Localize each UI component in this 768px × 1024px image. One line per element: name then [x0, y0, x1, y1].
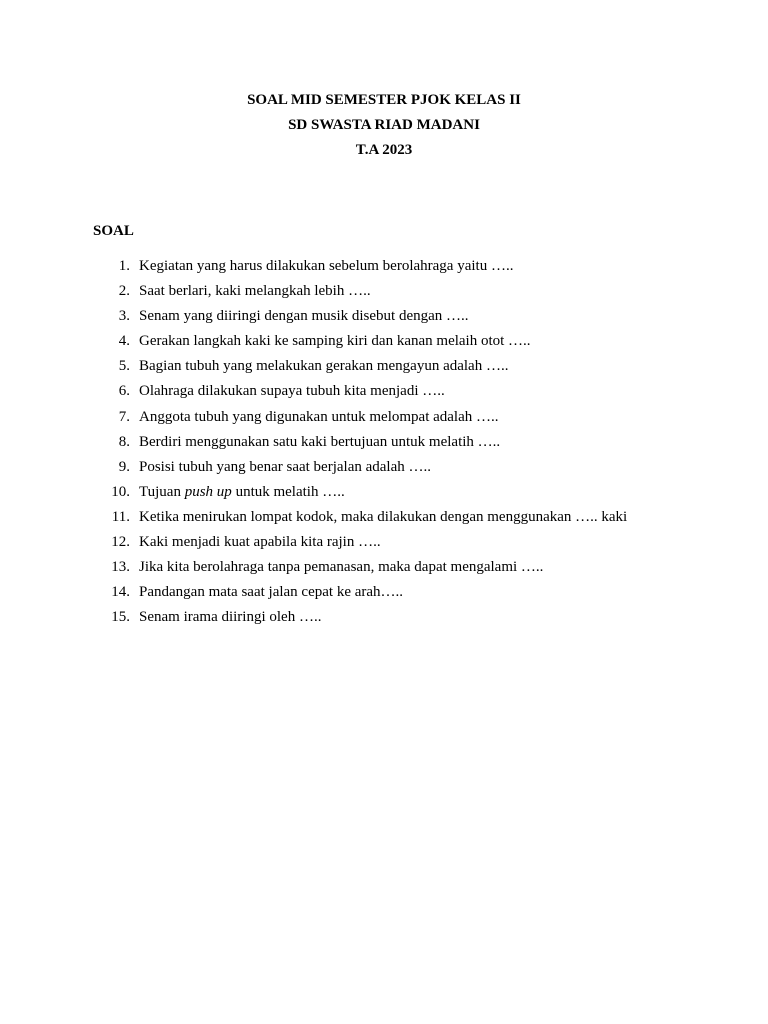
question-item [0, 357, 768, 382]
question-text: Gerakan langkah kaki ke samping kiri dan kanan melaih otot ….. [139, 333, 531, 350]
question-item [0, 458, 768, 483]
question-item [0, 408, 768, 433]
question-text: Saat berlari, kaki melangkah lebih ….. [139, 283, 371, 300]
question-item [0, 508, 768, 533]
question-item [0, 433, 768, 458]
question-number: 6. [118, 383, 130, 400]
question-text: Jika kita berolahraga tanpa pemanasan, maka dapat mengalami ….. [139, 559, 544, 576]
question-text: Berdiri menggunakan satu kaki bertujuan untuk melatih ….. [139, 433, 501, 450]
question-text: Anggota tubuh yang digunakan untuk melompat adalah ….. [139, 408, 499, 425]
question-item [0, 307, 768, 332]
question-number: 14. [111, 584, 130, 601]
question-text: Senam irama diiringi oleh ….. [139, 609, 322, 626]
question-number: 7. [118, 408, 130, 425]
question-item [0, 483, 768, 508]
question-number: 8. [118, 433, 130, 450]
question-number: 12. [111, 534, 130, 551]
question-number: 2. [118, 283, 130, 300]
question-item [0, 382, 768, 407]
question-number: 4. [118, 333, 130, 350]
question-number: 9. [118, 458, 130, 475]
question-text-italic: push up [184, 483, 232, 500]
question-item [0, 608, 768, 633]
question-item [0, 583, 768, 608]
question-text: Posisi tubuh yang benar saat berjalan adalah ….. [139, 458, 432, 475]
question-number: 13. [111, 559, 130, 576]
question-number: 10. [111, 483, 130, 500]
question-text: Kegiatan yang harus dilakukan sebelum berolahraga yaitu ….. [139, 258, 514, 274]
question-item [0, 558, 768, 583]
question-list [0, 257, 768, 633]
question-item [0, 332, 768, 357]
question-text: Olahraga dilakukan supaya tubuh kita menjadi ….. [139, 383, 445, 400]
question-text-end: untuk melatih ….. [231, 483, 345, 500]
question-number: 1. [118, 258, 130, 274]
school-name: SD SWASTA RIAD MADANI [288, 117, 480, 133]
document-header [0, 88, 768, 163]
question-number: 11. [111, 508, 130, 525]
question-text: Ketika menirukan lompat kodok, maka dilakukan dengan menggunakan ….. kaki [139, 508, 628, 525]
question-text: Bagian tubuh yang melakukan gerakan mengayun adalah ….. [139, 358, 509, 375]
question-text: Senam yang diiringi dengan musik disebut dengan ….. [139, 308, 469, 325]
question-number: 5. [118, 358, 130, 375]
question-number: 3. [118, 308, 130, 325]
question-text-start: Tujuan [139, 483, 185, 500]
question-text: Pandangan mata saat jalan cepat ke arah….. [139, 584, 404, 601]
question-item [0, 257, 768, 282]
section-heading: SOAL [93, 223, 134, 239]
academic-year: T.A 2023 [355, 142, 413, 158]
question-text [139, 483, 345, 501]
exam-title: SOAL MID SEMESTER PJOK KELAS II [247, 92, 521, 108]
question-text: Kaki menjadi kuat apabila kita rajin ….. [139, 534, 381, 551]
question-item [0, 533, 768, 558]
question-number: 15. [111, 609, 130, 626]
question-item [0, 282, 768, 307]
